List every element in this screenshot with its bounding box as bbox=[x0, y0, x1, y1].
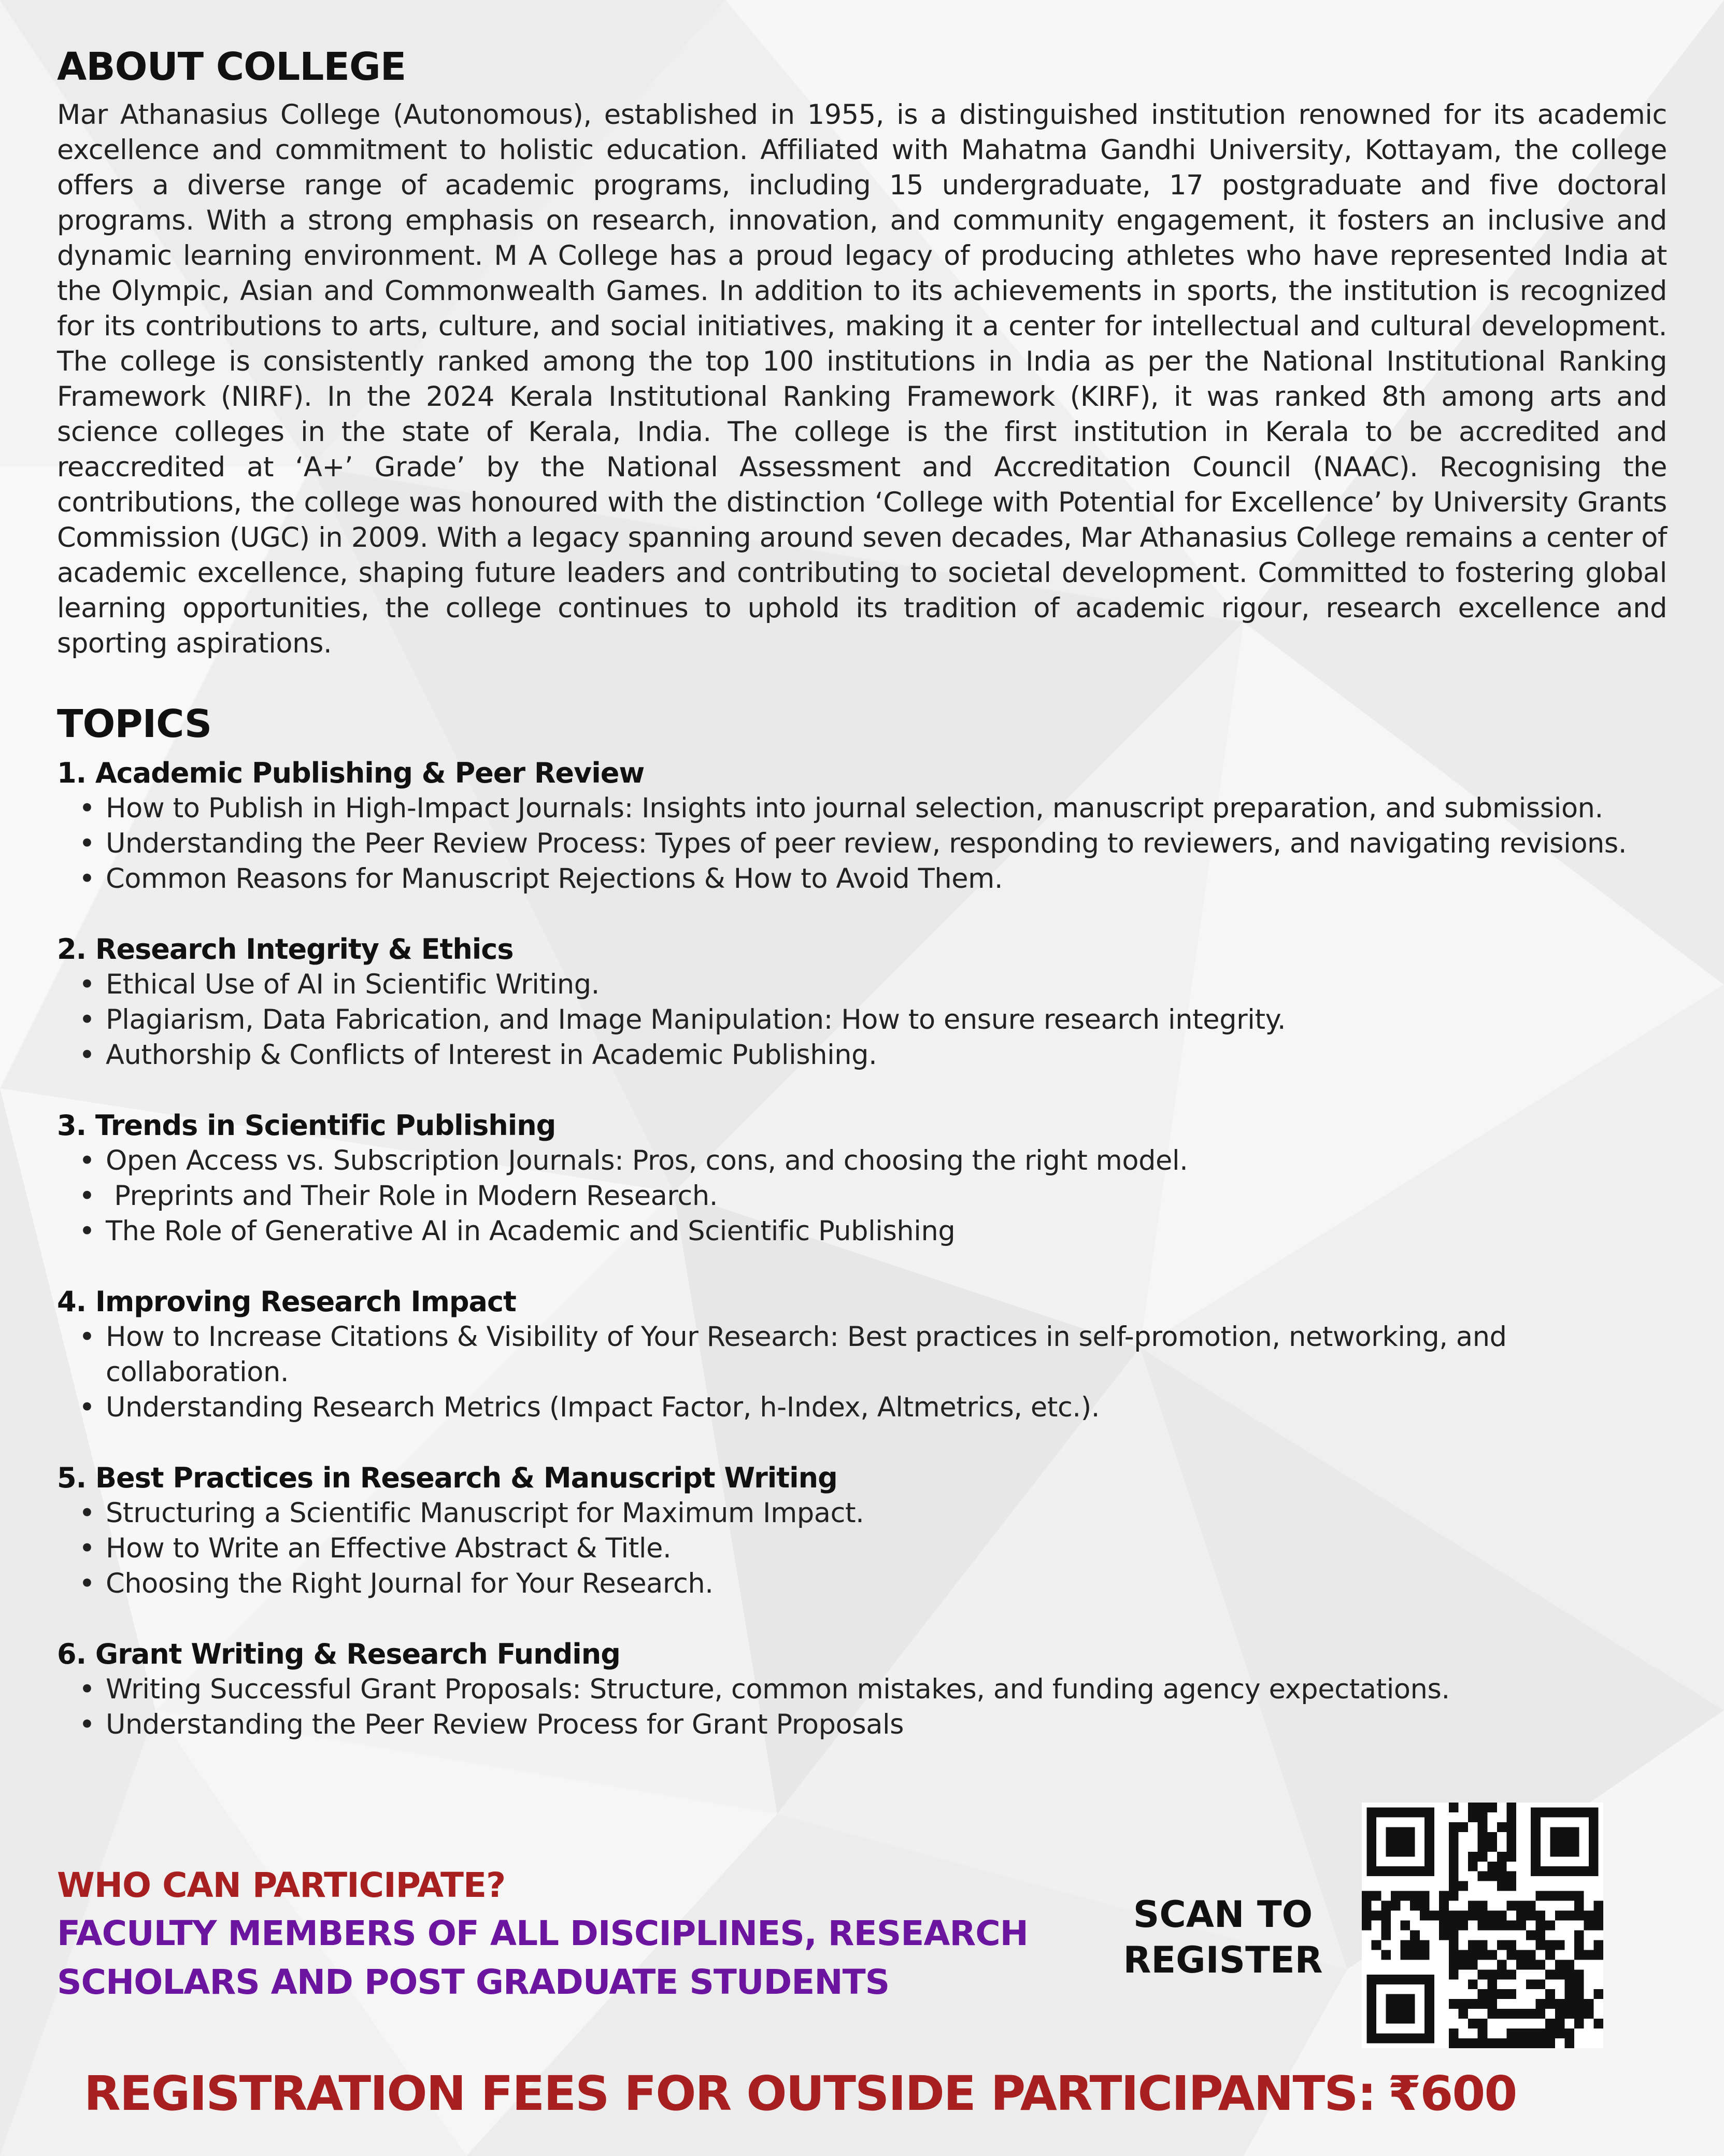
bullet-icon: • bbox=[79, 1497, 95, 1529]
list-item-text: Authorship & Conflicts of Interest in Academic Publishing. bbox=[106, 1039, 877, 1071]
list-item-text: Understanding the Peer Review Process for Grant Proposals bbox=[106, 1709, 904, 1740]
topic-section bbox=[57, 932, 1667, 1073]
registration-qr-code[interactable] bbox=[1362, 1803, 1603, 2048]
topic-bullets bbox=[57, 1496, 1667, 1601]
topic-bullets bbox=[57, 791, 1667, 897]
list-item bbox=[57, 1390, 1634, 1425]
list-item-text: How to Increase Citations & Visibility of Your Research: Best practices in self-promotion, networking, and collaboration. bbox=[106, 1321, 1507, 1388]
topic-section bbox=[57, 1637, 1667, 1742]
list-item bbox=[57, 1214, 1634, 1249]
list-item bbox=[57, 1566, 1634, 1601]
list-item bbox=[57, 791, 1634, 826]
scan-label-line-2: REGISTER bbox=[1123, 1939, 1323, 1981]
list-item-text: Open Access vs. Subscription Journals: Pros, cons, and choosing the right model. bbox=[106, 1145, 1188, 1176]
list-item-text: Understanding the Peer Review Process: Types of peer review, responding to reviewers, and navigating revisions. bbox=[106, 828, 1627, 859]
list-item-text: How to Publish in High-Impact Journals: Insights into journal selection, manuscript preparation, and submission. bbox=[106, 792, 1603, 824]
list-item bbox=[57, 861, 1634, 897]
bullet-icon: • bbox=[79, 1215, 95, 1247]
list-item-text: Preprints and Their Role in Modern Research. bbox=[106, 1180, 718, 1212]
list-item bbox=[57, 1002, 1634, 1038]
fees-label: REGISTRATION FEES FOR OUTSIDE PARTICIPANTS: bbox=[84, 2066, 1376, 2121]
list-item-text: Structuring a Scientific Manuscript for Maximum Impact. bbox=[106, 1497, 864, 1529]
about-paragraph: Mar Athanasius College (Autonomous), established in 1955, is a distinguished institution renowned for its academic excellence and commitment to holistic education. Affiliated with Mahatma Gandhi University, Kottayam, the college offers a diverse range of academic programs, including 15 undergraduate, 17 postgraduate and five doctoral programs. With a strong emphasis on research, innovation, and community engagement, it fosters an inclusive and dynamic learning environment. M A College has a proud legacy of producing athletes who have represented India at the Olympic, Asian and Commonwealth Games. In addition to its achievements in sports, the institution is recognized for its contributions to arts, culture, and social initiatives, making it a center for intellectual and cultural development. The college is consistently ranked among the top 100 institutions in India as per the National Institutional Ranking Framework (NIRF). In the 2024 Kerala Institutional Ranking Framework (KIRF), it was ranked 8th among arts and science colleges in the state of Kerala, India. The college is the first institution in Kerala to be accredited and reaccredited at ‘A+’ Grade’ by the National Assessment and Accreditation Council (NAAC). Recognising the contributions, the college was honoured with the distinction ‘College with Potential for Excellence’ by University Grants Commission (UGC) in 2009. With a legacy spanning around seven decades, Mar Athanasius College remains a center of academic excellence, shaping future leaders and contributing to societal development. Committed to fostering global learning opportunities, the college continues to uphold its tradition of academic rigour, research excellence and sporting aspirations. bbox=[57, 99, 1667, 659]
topic-title: 5. Best Practices in Research & Manuscript Writing bbox=[57, 1462, 837, 1494]
bullet-icon: • bbox=[79, 968, 95, 1001]
bullet-icon: • bbox=[79, 1144, 95, 1177]
list-item bbox=[57, 1179, 1634, 1214]
list-item-text: The Role of Generative AI in Academic and Scientific Publishing bbox=[106, 1215, 956, 1247]
topic-bullets bbox=[57, 1672, 1667, 1742]
main-content bbox=[57, 41, 1667, 1742]
topic-bullets bbox=[57, 967, 1667, 1073]
scan-to-register-label bbox=[1114, 1892, 1332, 1983]
topic-title: 6. Grant Writing & Research Funding bbox=[57, 1638, 620, 1670]
list-item bbox=[57, 1496, 1634, 1531]
bullet-icon: • bbox=[79, 1567, 95, 1600]
list-item bbox=[57, 1320, 1634, 1390]
bullet-icon: • bbox=[79, 1532, 95, 1565]
list-item bbox=[57, 1531, 1634, 1566]
list-item bbox=[57, 1038, 1634, 1073]
bullet-icon: • bbox=[79, 862, 95, 895]
list-item-text: Understanding Research Metrics (Impact Factor, h-Index, Altmetrics, etc.). bbox=[106, 1392, 1100, 1423]
topic-title: 3. Trends in Scientific Publishing bbox=[57, 1109, 556, 1142]
list-item-text: Ethical Use of AI in Scientific Writing. bbox=[106, 969, 600, 1000]
topic-title: 1. Academic Publishing & Peer Review bbox=[57, 757, 645, 789]
topic-section bbox=[57, 756, 1667, 897]
list-item-text: Common Reasons for Manuscript Rejections & How to Avoid Them. bbox=[106, 863, 1003, 895]
bullet-icon: • bbox=[79, 827, 95, 860]
list-item-text: How to Write an Effective Abstract & Title. bbox=[106, 1533, 672, 1564]
fees-amount: 600 bbox=[1420, 2066, 1517, 2121]
topics-heading: TOPICS bbox=[57, 702, 212, 746]
bullet-icon: • bbox=[79, 1180, 95, 1212]
topic-section bbox=[57, 1284, 1667, 1425]
registration-fees bbox=[84, 2065, 1516, 2122]
topic-bullets bbox=[57, 1143, 1667, 1249]
list-item bbox=[57, 1707, 1634, 1742]
bullet-icon: • bbox=[79, 1391, 95, 1424]
participation-answer: FACULTY MEMBERS OF ALL DISCIPLINES, RESEARCH SCHOLARS AND POST GRADUATE STUDENTS bbox=[57, 1913, 1028, 2002]
topic-bullets bbox=[57, 1320, 1667, 1425]
list-item-text: Choosing the Right Journal for Your Research. bbox=[106, 1568, 714, 1599]
list-item bbox=[57, 967, 1634, 1002]
bullet-icon: • bbox=[79, 1003, 95, 1036]
list-item bbox=[57, 826, 1634, 861]
participation-question: WHO CAN PARTICIPATE? bbox=[57, 1865, 506, 1905]
topic-section bbox=[57, 1108, 1667, 1249]
bullet-icon: • bbox=[79, 1708, 95, 1741]
bullet-icon: • bbox=[79, 792, 95, 825]
list-item-text: Writing Successful Grant Proposals: Structure, common mistakes, and funding agency expectations. bbox=[106, 1673, 1450, 1705]
topics-list bbox=[57, 756, 1667, 1742]
topic-title: 4. Improving Research Impact bbox=[57, 1285, 516, 1318]
about-heading: ABOUT COLLEGE bbox=[57, 45, 406, 89]
list-item bbox=[57, 1143, 1634, 1179]
bullet-icon: • bbox=[79, 1321, 95, 1353]
scan-label-line-1: SCAN TO bbox=[1133, 1893, 1313, 1936]
topic-title: 2. Research Integrity & Ethics bbox=[57, 933, 514, 966]
rupee-icon: ₹ bbox=[1388, 2066, 1420, 2121]
participation-block bbox=[57, 1862, 1067, 2007]
list-item-text: Plagiarism, Data Fabrication, and Image Manipulation: How to ensure research integrity. bbox=[106, 1004, 1286, 1036]
list-item bbox=[57, 1672, 1634, 1707]
bullet-icon: • bbox=[79, 1673, 95, 1706]
topic-section bbox=[57, 1460, 1667, 1601]
bullet-icon: • bbox=[79, 1039, 95, 1071]
